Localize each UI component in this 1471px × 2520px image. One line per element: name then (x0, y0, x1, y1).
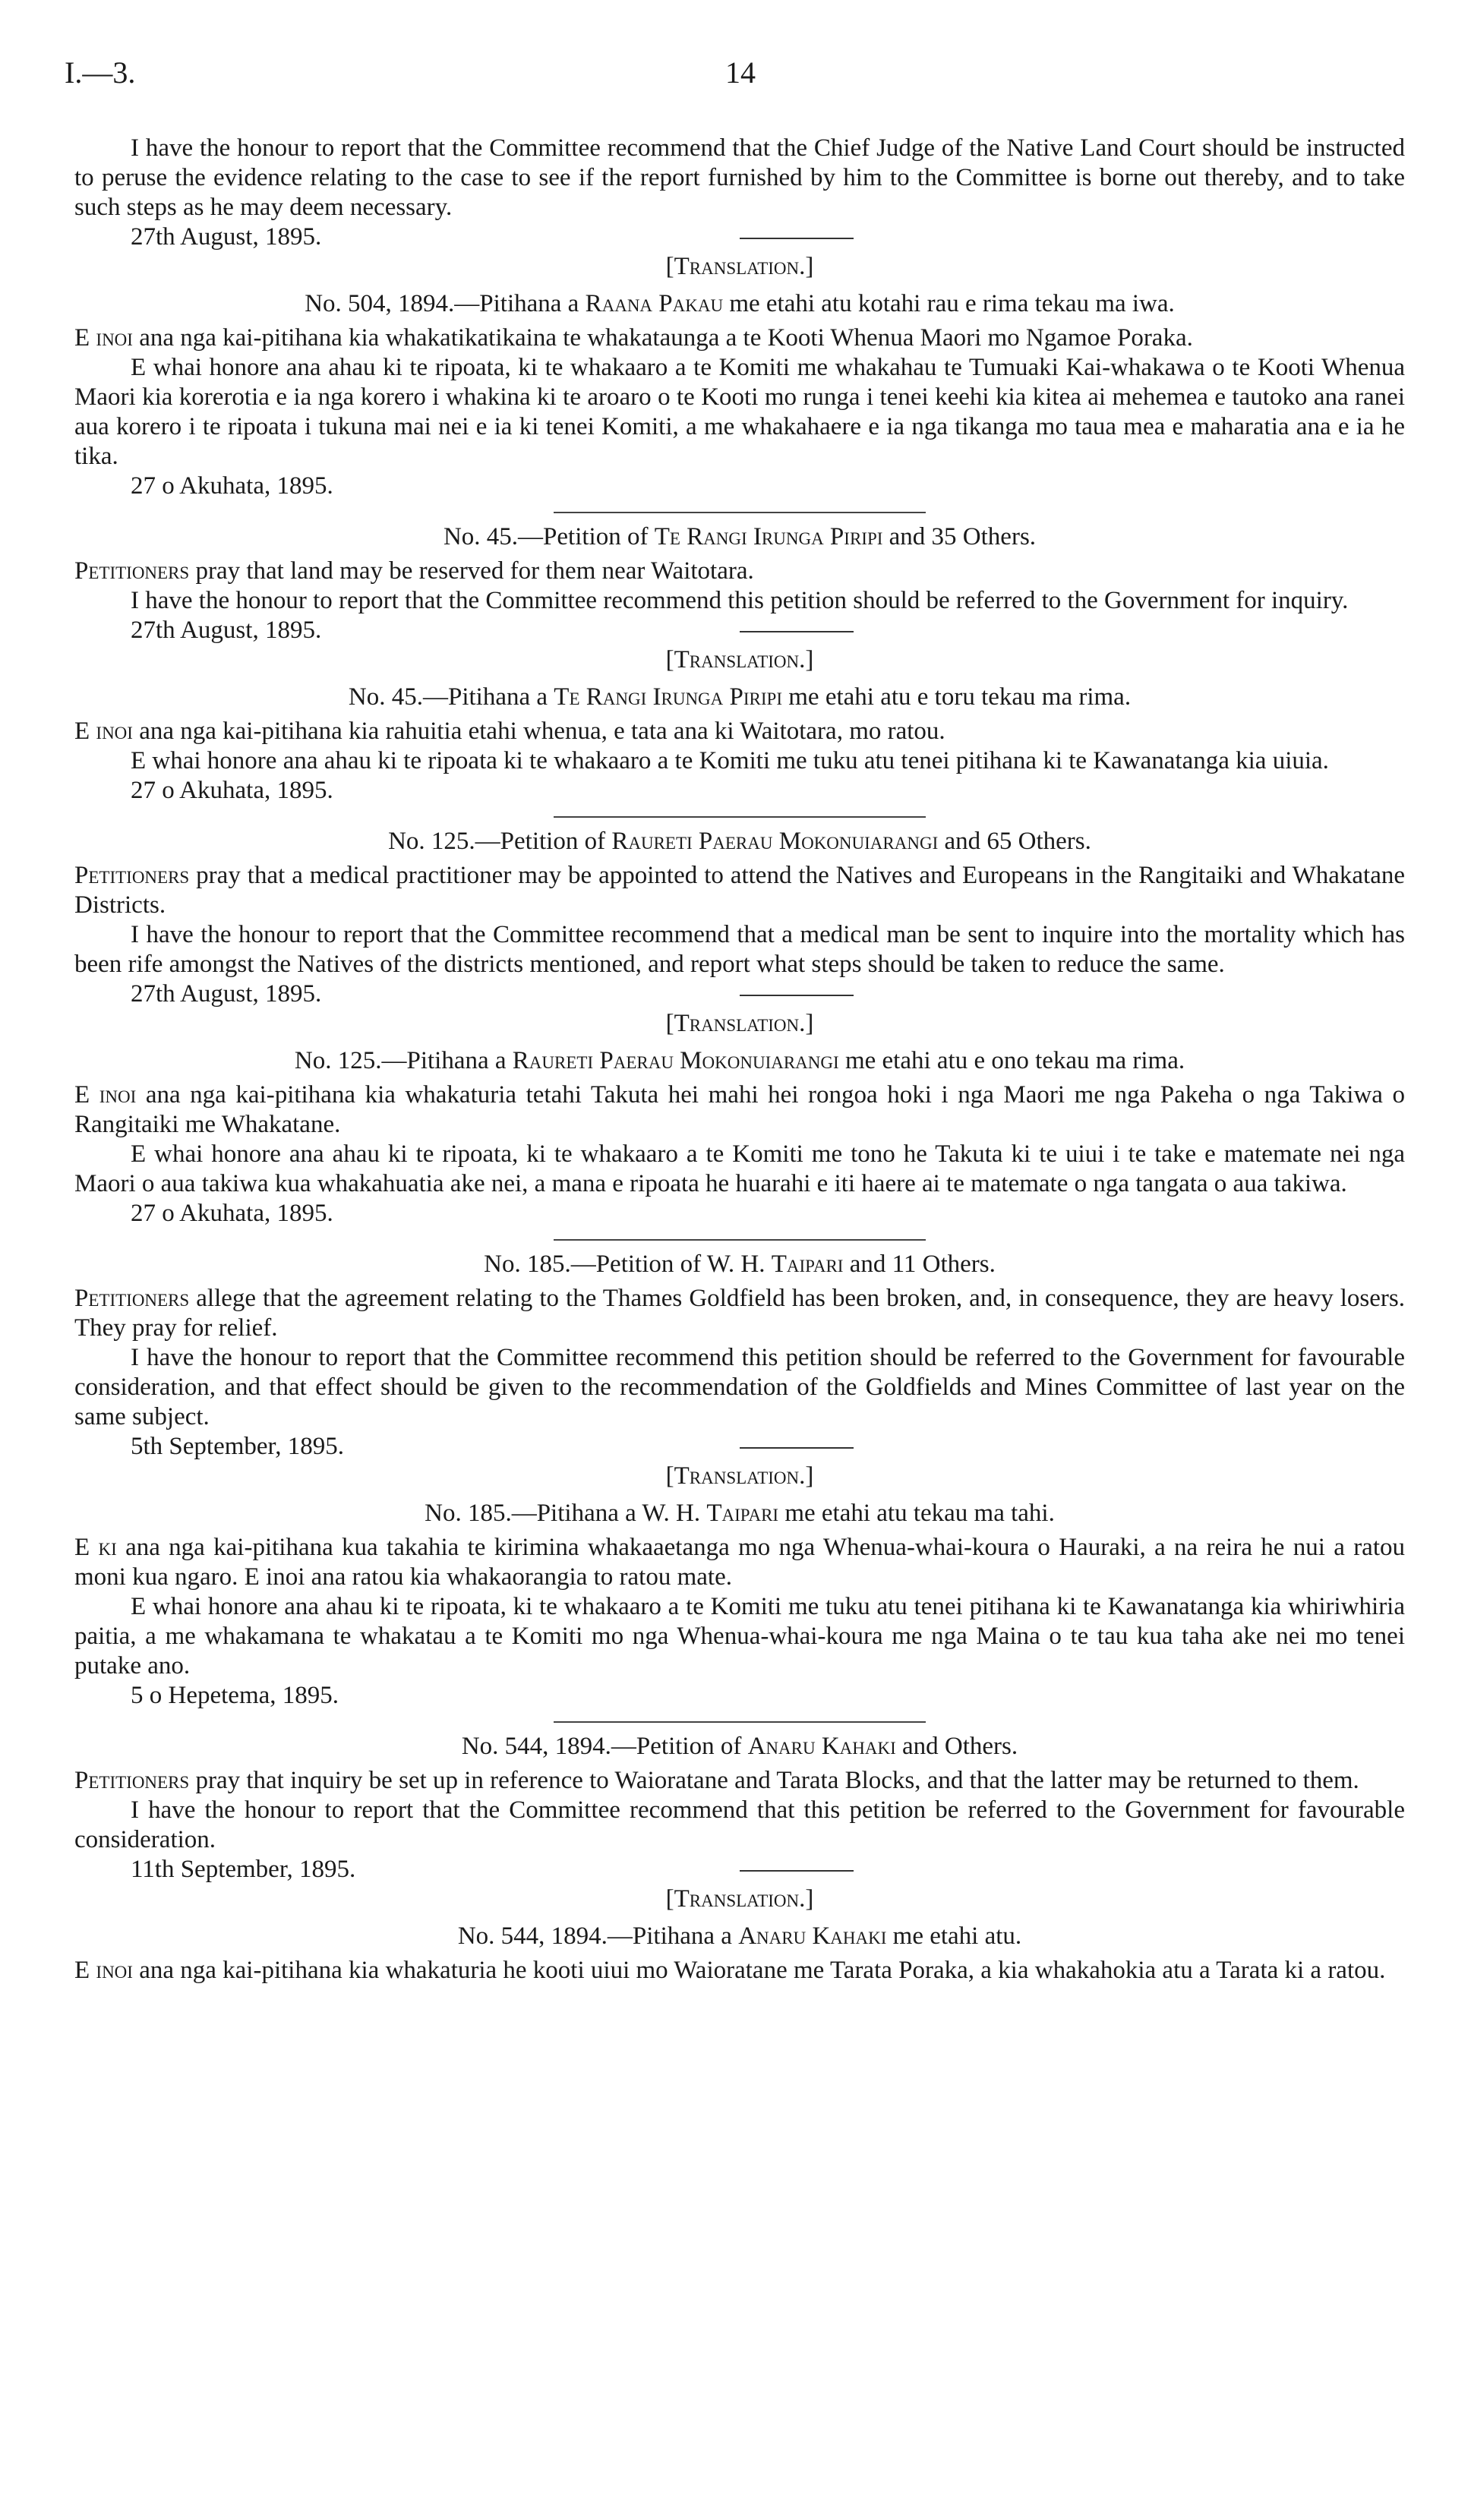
page-content (74, 134, 1405, 1985)
prayer-paragraph (74, 323, 1405, 353)
petition-title (74, 1732, 1405, 1761)
title-prefix: No. 504, 1894.—Pitihana a (305, 290, 586, 317)
title-prefix: No. 185.—Pitihana a W. H. (425, 1500, 707, 1527)
paragraph-lead: Petitioners (74, 862, 190, 889)
paragraph-body: ana nga kai-pitihana kia whakaturia tetahi Takuta hei mahi hei rongoa hoki i nga Maori me nga Pakeha o nga Takiwa o Rangitaiki me Whakatane. (74, 1081, 1405, 1138)
report-date (131, 979, 1405, 1009)
paragraph-body: ana nga kai-pitihana kia rahuitia etahi whenua, e tata ana ki Waitotara, mo ratou. (132, 718, 945, 745)
title-prefix: No. 125.—Pitihana a (294, 1047, 513, 1074)
report-paragraph: I have the honour to report that the Committee recommend that this petition be referred to the Government for favourable consideration. (74, 1796, 1405, 1853)
date-text: 11th September, 1895. (131, 1856, 356, 1883)
petitioner-name: Raana Pakau (585, 290, 724, 317)
report-paragraph: I have the honour to report that the Committee recommend that a medical man be sent to inquire into the mortality which has been rife amongst the Natives of the districts mentioned, and report what steps should be taken to reduce the same. (74, 921, 1405, 978)
title-prefix: No. 125.—Petition of (388, 828, 612, 855)
petition-title (74, 683, 1405, 712)
petition-title (74, 1922, 1405, 1951)
paragraph-lead: Petitioners (74, 557, 190, 585)
paragraph-body: pray that land may be reserved for them near Waitotara. (189, 557, 754, 585)
section-divider (554, 1721, 926, 1723)
paragraph-body: ana nga kai-pitihana kia whakatikatikaina te whakataunga a te Kooti Whenua Maori mo Ngamoe Poraka. (132, 324, 1193, 352)
title-prefix: No. 544, 1894.—Pitihana a (457, 1922, 739, 1950)
translation-label: [Translation.] (665, 646, 814, 673)
title-suffix: and 11 Others. (843, 1251, 996, 1278)
paragraph-body: pray that a medical practitioner may be appointed to attend the Natives and Europeans in the Rangitaiki and Whakatane Districts. (74, 862, 1405, 919)
short-divider (740, 1870, 854, 1872)
report-date (131, 616, 1405, 645)
section-divider (554, 1239, 926, 1241)
title-suffix: and Others. (895, 1733, 1018, 1760)
paragraph-lead: Petitioners (74, 1285, 190, 1312)
date-text: 27 o Akuhata, 1895. (131, 777, 333, 804)
petitioner-name: Te Rangi Irunga Piripi (654, 523, 883, 550)
report-paragraph: I have the honour to report that the Committee recommend that the Chief Judge of the Native Land Court should be instructed to peruse the evidence relating to the case to see if the report furnished by him to the Committee is borne out thereby, and to take such steps as he may deem necessary. (74, 134, 1405, 221)
paragraph-body: ana nga kai-pitihana kua takahia te kirimina whakaaetanga mo nga Whenua-whai-koura o Hauraki, a na reira he nui a ratou moni kua ngaro. E inoi ana ratou kia whakaorangia to ratou mate. (74, 1534, 1405, 1591)
petitioner-name: Taipari (706, 1500, 779, 1527)
paragraph-body: allege that the agreement relating to the Thames Goldfield has been broken, and, in consequence, they are heavy losers. They pray for relief. (74, 1285, 1405, 1342)
report-paragraph: I have the honour to report that the Committee recommend this petition should be referred to the Government for inquiry. (131, 587, 1349, 614)
section-divider (554, 816, 926, 818)
petitioner-name: Anaru Kahaki (747, 1733, 896, 1760)
report-date (131, 776, 1405, 806)
paragraph-lead: E inoi (74, 324, 133, 352)
petition-title (74, 827, 1405, 856)
document-reference: I.—3. (65, 55, 136, 90)
petitioner-name: Taipari (771, 1251, 844, 1278)
short-divider (740, 631, 854, 632)
paragraph-body: pray that inquiry be set up in reference to Waioratane and Tarata Blocks, and that the latter may be returned to them. (189, 1767, 1359, 1794)
section-divider (554, 512, 926, 513)
title-suffix: me etahi atu e toru tekau ma rima. (782, 683, 1132, 711)
title-suffix: and 35 Others. (882, 523, 1037, 550)
prayer-paragraph (74, 1284, 1405, 1343)
title-prefix: No. 45.—Pitihana a (348, 683, 554, 711)
prayer-paragraph (74, 1766, 1405, 1796)
title-prefix: No. 45.—Petition of (443, 523, 655, 550)
report-date (131, 222, 1405, 252)
petition-title (74, 1250, 1405, 1279)
report-date (131, 472, 1405, 501)
date-text: 5th September, 1895. (131, 1433, 344, 1460)
petition-title (74, 289, 1405, 319)
report-date (131, 1199, 1405, 1228)
title-prefix: No. 544, 1894.—Petition of (461, 1733, 748, 1760)
title-suffix: me etahi atu tekau ma tahi. (778, 1500, 1055, 1527)
title-suffix: me etahi atu e ono tekau ma rima. (838, 1047, 1185, 1074)
short-divider (740, 1447, 854, 1449)
paragraph-lead: Petitioners (74, 1767, 190, 1794)
report-paragraph: E whai honore ana ahau ki te ripoata, ki te whakaaro a te Komiti me tono he Takuta ki te uiui i te take e matemate nei nga Maori o aua takiwa kua whakahuatia ake nei, a mana e ripoata he huarahi e iti haere ai te matemate o nga tangata o aua takiwa. (74, 1140, 1405, 1197)
title-suffix: me etahi atu kotahi rau e rima tekau ma iwa. (723, 290, 1175, 317)
title-prefix: No. 185.—Petition of W. H. (484, 1251, 772, 1278)
title-suffix: me etahi atu. (886, 1922, 1022, 1950)
report-date (131, 1855, 1405, 1884)
prayer-paragraph (74, 717, 1405, 746)
petitioner-name: Te Rangi Irunga Piripi (554, 683, 782, 711)
date-text: 27 o Akuhata, 1895. (131, 1200, 333, 1227)
petitioner-name: Raureti Paerau Mokonuiarangi (512, 1047, 839, 1074)
prayer-paragraph (74, 557, 1405, 586)
paragraph-lead: E inoi (74, 1957, 133, 1984)
page-header (0, 55, 1471, 96)
paragraph-lead: E inoi (74, 718, 133, 745)
date-text: 27th August, 1895. (131, 617, 322, 644)
report-date (131, 1681, 1405, 1711)
prayer-paragraph (74, 1956, 1405, 1985)
paragraph-lead: E ki (74, 1534, 117, 1561)
petitioner-name: Raureti Paerau Mokonuiarangi (611, 828, 939, 855)
translation-label: [Translation.] (665, 1010, 814, 1037)
short-divider (740, 995, 854, 996)
paragraph-body: ana nga kai-pitihana kia whakaturia he kooti uiui mo Waioratane me Tarata Poraka, a kia whakahokia atu a Tarata ki a ratou. (132, 1957, 1386, 1984)
petitioner-name: Anaru Kahaki (738, 1922, 887, 1950)
report-paragraph: E whai honore ana ahau ki te ripoata, ki te whakaaro a te Komiti me tuku atu tenei pitihana ki te Kawanatanga kia whiriwhiria paitia, a me whakamana te whakatau a te Komiti mo nga Whenua-whai-koura me nga Maina o te tau kua taha ake nei mo tenei putake ano. (74, 1593, 1405, 1679)
translation-label: [Translation.] (665, 1885, 814, 1913)
date-text: 27th August, 1895. (131, 980, 322, 1008)
report-date (131, 1432, 1405, 1462)
prayer-paragraph (74, 1533, 1405, 1592)
petition-title (74, 522, 1405, 552)
title-suffix: and 65 Others. (938, 828, 1091, 855)
prayer-paragraph (74, 1080, 1405, 1140)
petition-title (74, 1046, 1405, 1076)
translation-label: [Translation.] (665, 253, 814, 280)
page-number: 14 (725, 55, 756, 90)
petition-title (74, 1499, 1405, 1528)
short-divider (740, 238, 854, 239)
prayer-paragraph (74, 861, 1405, 920)
paragraph-lead: E inoi (74, 1081, 137, 1109)
report-paragraph: E whai honore ana ahau ki te ripoata ki te whakaaro a te Komiti me tuku atu tenei pitihana ki te Kawanatanga kia uiuia. (131, 747, 1329, 774)
date-text: 27 o Akuhata, 1895. (131, 472, 333, 500)
date-text: 27th August, 1895. (131, 223, 322, 251)
translation-label: [Translation.] (665, 1462, 814, 1490)
report-paragraph: E whai honore ana ahau ki te ripoata, ki te whakaaro a te Komiti me whakahau te Tumuaki Kai-whakawa o te Kooti Whenua Maori kia korerotia e ia nga korero i whakina ki te aroaro o te Kooti mo runga i tenei keehi kia kitea ai mehemea e tautoko ana ranei aua korero i te ripoata i tukuna mai nei e ia ki tenei Komiti, a me whakahaere e ia nga tikanga mo taua mea e maharatia ana e ia he tika. (74, 354, 1405, 470)
date-text: 5 o Hepetema, 1895. (131, 1682, 339, 1709)
report-paragraph: I have the honour to report that the Committee recommend this petition should be referred to the Government for favourable consideration, and that effect should be given to the recommendation of the Goldfields and Mines Committee of last year on the same subject. (74, 1344, 1405, 1430)
